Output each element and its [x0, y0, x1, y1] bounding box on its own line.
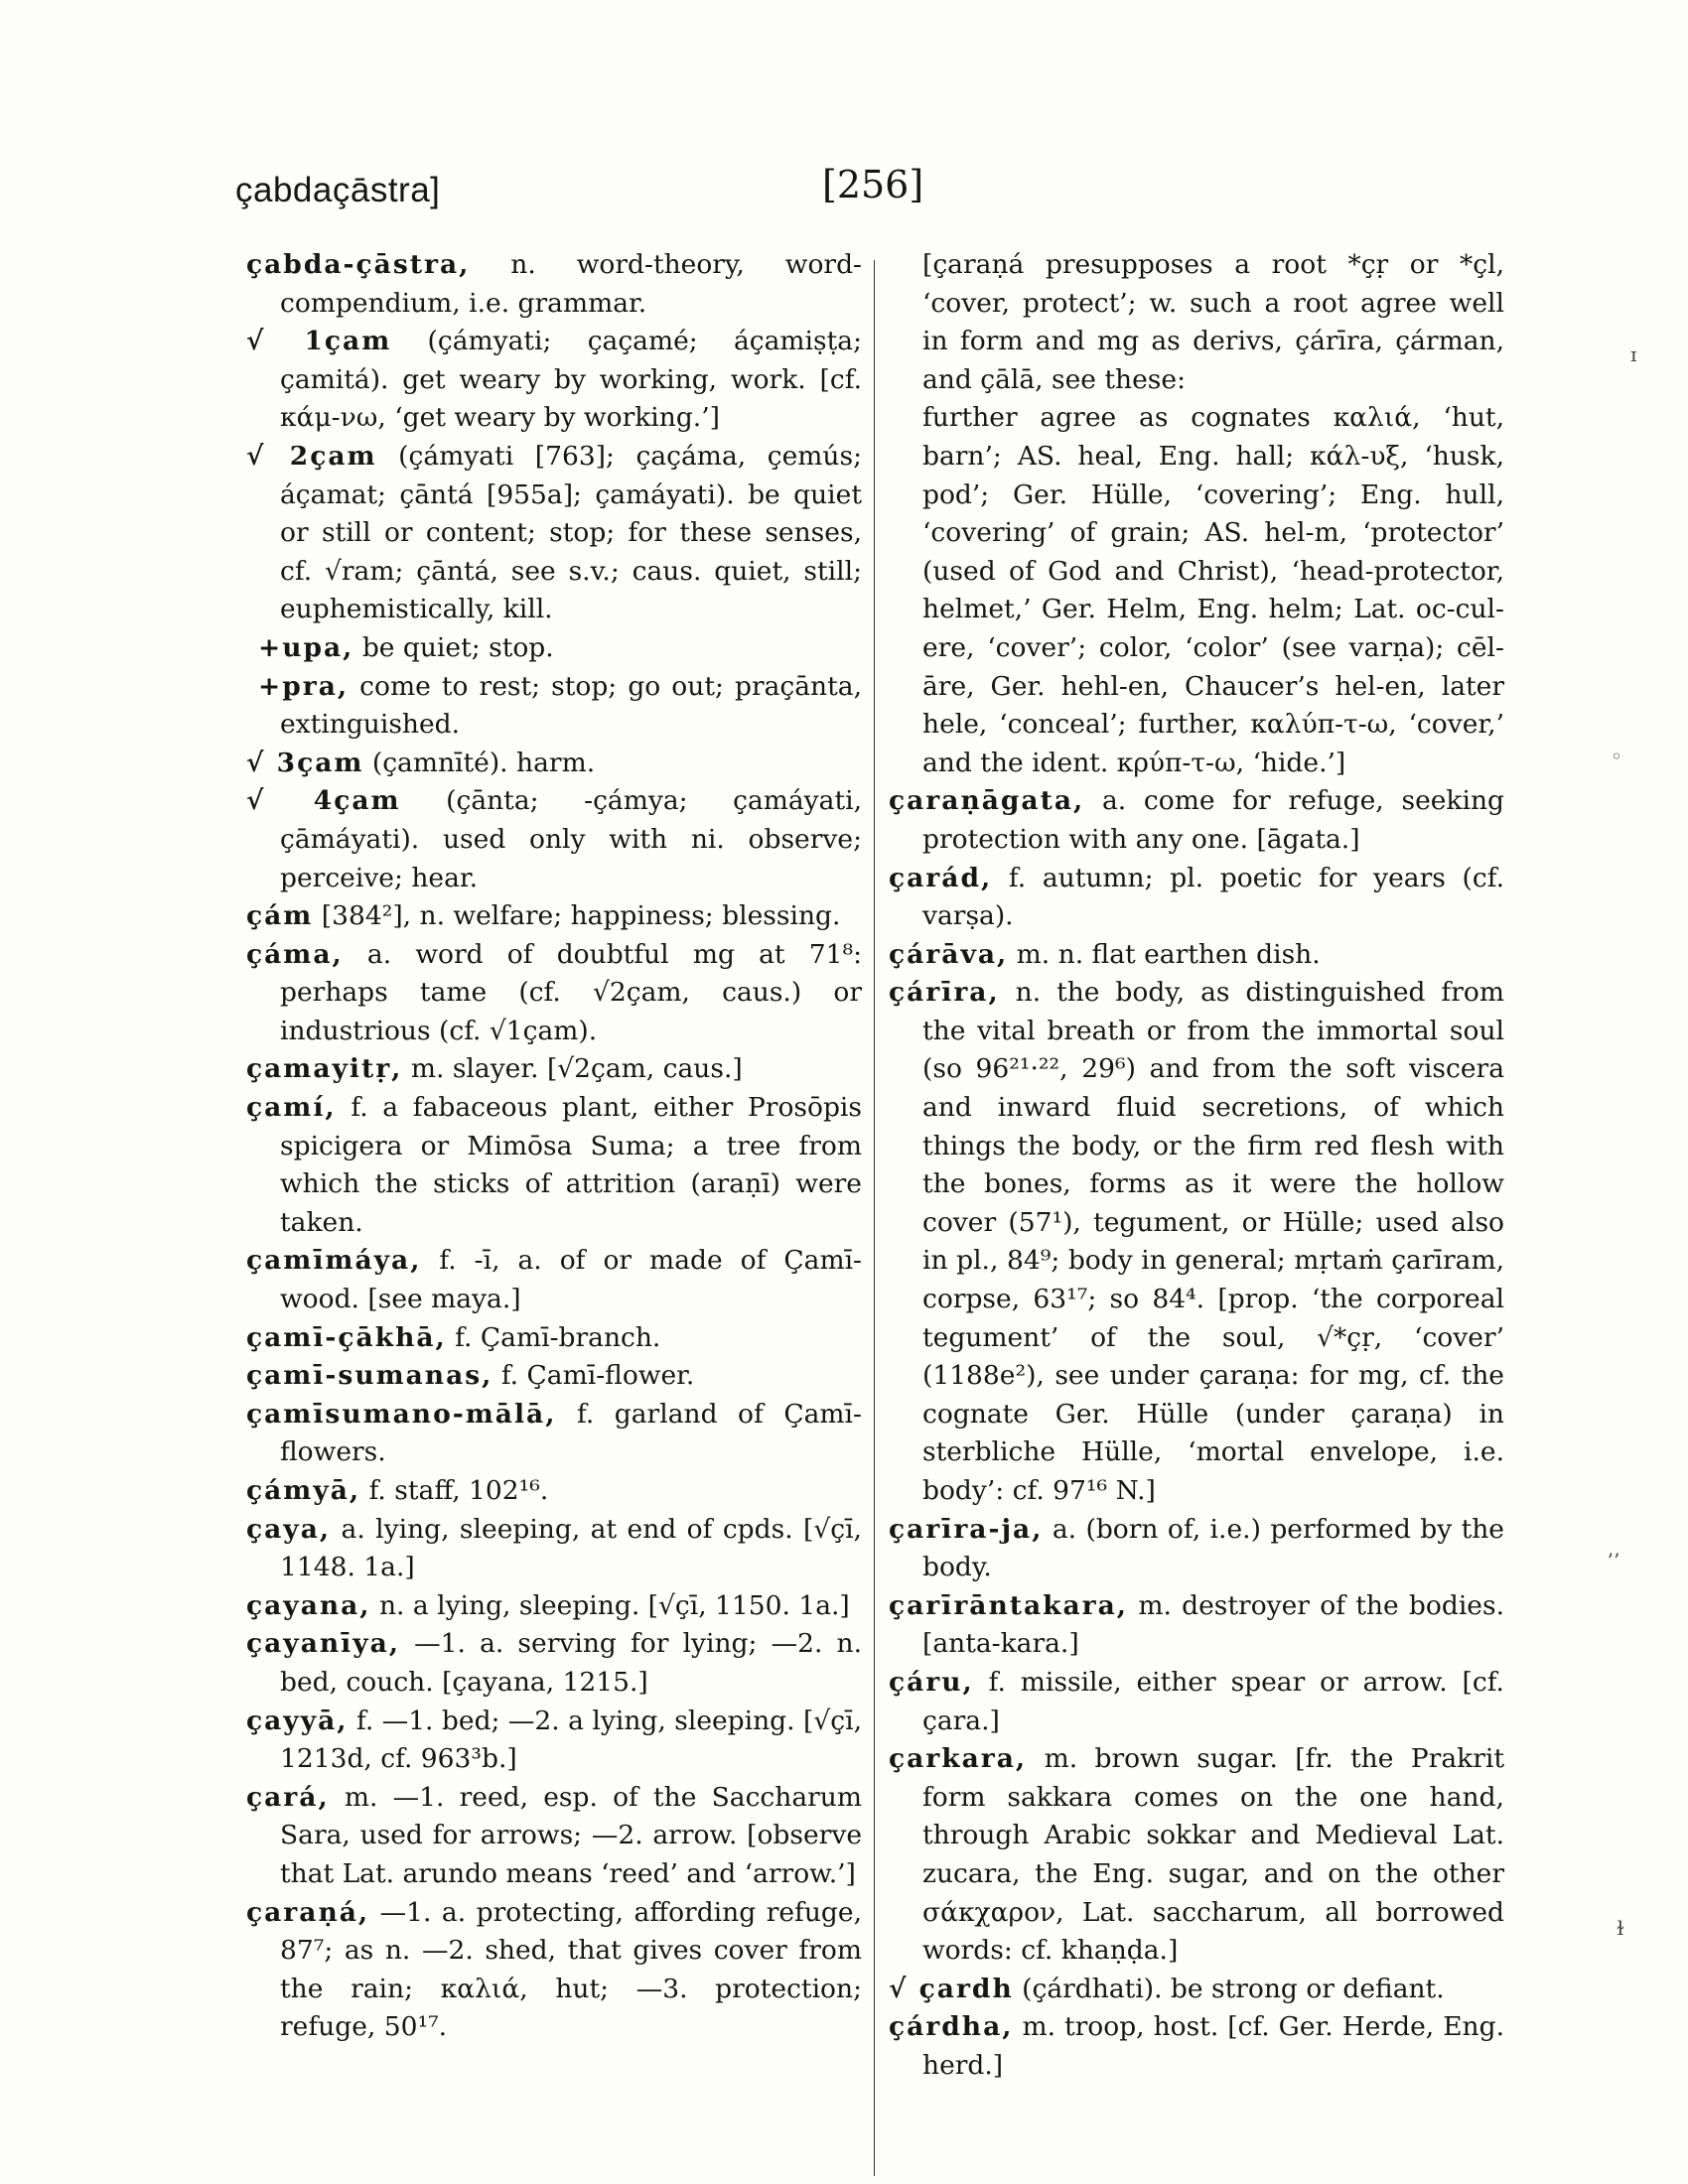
page-header [0, 159, 1688, 218]
dictionary-entry [889, 246, 1504, 399]
entry-headword: çabda-çāstra, [246, 249, 471, 280]
entry-definition: be quiet; stop. [353, 631, 554, 663]
entry-headword: çaraṇāgata, [889, 785, 1085, 817]
dictionary-entry [889, 936, 1504, 975]
dictionary-entry [889, 1664, 1504, 1740]
entry-headword: √ 3çam [246, 747, 364, 778]
entry-definition: —1. a. protecting, affording refuge, 87⁷; as n. —2. shed, that gives cover from the rain; καλιά, hut; —3. protection; refuge, 50¹⁷. [280, 1896, 862, 2043]
entry-definition: n. the body, as distinguished from the vital breath or from the immortal soul (so 96²¹·²², 29⁶) and from the soft viscera and inward fluid secretions, of which things the body, or the firm red flesh with the bones, forms as it were the hollow cover (57¹), tegument, or Hülle; used also in pl., 84⁹; body in general; mṛtaṁ çarīram, corpse, 63¹⁷; so 84⁴. [prop. ‘the corporeal tegument’ of the soul, √*çṛ, ‘cover’ (1188e²), see under çaraṇa: for mg, cf. the cognate Ger. Hülle (under çaraṇa) in sterbliche Hülle, ‘mortal envelope, i.e. body’: cf. 97¹⁶ N.] [922, 977, 1504, 1506]
entry-headword: çamayitṛ, [246, 1053, 403, 1085]
entry-definition: [çaraṇá presupposes a root *çṛ or *çl, ‘cover, protect’; w. such a root agree well in form and mg as derivs, çárīra, çárman, and çālā, see these: [922, 249, 1504, 395]
dictionary-entry [889, 1587, 1504, 1664]
entry-definition: n. a lying, sleeping. [√çī, 1150. 1a.] [370, 1589, 850, 1621]
entry-definition: m. n. flat earthen dish. [1008, 938, 1321, 970]
entry-headword: çayana, [246, 1589, 371, 1621]
entry-definition: a. (born of, i.e.) performed by the body. [922, 1513, 1504, 1583]
entry-definition: f. garland of Çamī-flowers. [280, 1398, 862, 1468]
dictionary-entry [246, 1357, 862, 1396]
entry-definition: m. —1. reed, esp. of the Saccharum Sara, used for arrows; —2. arrow. [observe that Lat. arundo means ‘reed’ and ‘arrow.’] [280, 1781, 862, 1889]
entry-headword: √ 2çam [246, 440, 377, 472]
entry-headword: çárāva, [889, 938, 1009, 970]
entry-definition: a. word of doubtful mg at 71⁸: perhaps tame (cf. √2çam, caus.) or industrious (cf. √1çam). [280, 938, 862, 1046]
dictionary-entry [246, 1050, 862, 1089]
entry-headword: çamí, [246, 1092, 337, 1124]
dictionary-entry [246, 1472, 862, 1511]
dictionary-entry [889, 974, 1504, 1510]
entry-definition: f. autumn; pl. poetic for years (cf. varṣa). [922, 862, 1504, 932]
entry-headword: çamīsumano-mālā, [246, 1398, 557, 1430]
dictionary-entry [889, 782, 1504, 859]
dictionary-entry [246, 897, 862, 936]
entry-definition: [384²], n. welfare; happiness; blessing. [313, 900, 841, 932]
entry-headword: çárdha, [889, 2011, 1014, 2043]
dictionary-entry [246, 1587, 862, 1626]
dictionary-entry [246, 1894, 862, 2047]
entry-definition: (çámyati; çaçamé; áçamiṣṭa; çamitá). get weary by working, work. [cf. κάμ-νω, ‘get weary by working.’] [280, 326, 862, 434]
entry-definition: m. troop, host. [cf. Ger. Herde, Eng. herd.] [922, 2011, 1504, 2081]
column-divider [874, 260, 875, 2176]
running-head: çabdaçāstra] [235, 171, 441, 209]
dictionary-entry [246, 668, 862, 745]
dictionary-entry [246, 1703, 862, 1779]
dictionary-entry [246, 1242, 862, 1318]
dictionary-entry [889, 399, 1504, 782]
dictionary-entry [246, 1779, 862, 1894]
entry-headword: çaraṇá, [246, 1896, 370, 1928]
entry-headword: çamī-çākhā, [246, 1321, 447, 1353]
dictionary-entry [246, 323, 862, 438]
entry-headword: çayyā, [246, 1705, 349, 1736]
entry-headword: çarád, [889, 862, 993, 893]
entry-headword: √ 1çam [246, 326, 392, 357]
dictionary-entry [889, 1740, 1504, 1971]
entry-headword: +pra, [258, 670, 350, 702]
entry-headword: çaya, [246, 1513, 332, 1545]
entry-headword: çarkara, [889, 1743, 1028, 1775]
dictionary-entry [246, 246, 862, 323]
dictionary-entry [246, 936, 862, 1051]
entry-definition: f. -ī, a. of or made of Çamī-wood. [see maya.] [280, 1245, 862, 1315]
dictionary-entry [246, 1511, 862, 1587]
entry-definition: m. slayer. [√2çam, caus.] [402, 1053, 743, 1085]
entry-headword: çámyā, [246, 1475, 361, 1506]
entry-definition: f. a fabaceous plant, either Prosōpis spicigera or Mimōsa Suma; a tree from which the sticks of attrition (araṇī) were taken. [280, 1092, 862, 1238]
dictionary-entry [246, 1396, 862, 1472]
dictionary-entry [889, 1971, 1504, 2009]
entry-definition: f. Çamī-branch. [446, 1321, 661, 1353]
entry-definition: f. staff, 102¹⁶. [360, 1475, 549, 1506]
dictionary-entry [246, 745, 862, 783]
entry-headword: +upa, [258, 631, 354, 663]
entry-definition: a. lying, sleeping, at end of cpds. [√çī, 1148. 1a.] [280, 1513, 862, 1583]
entry-definition: —1. a. serving for lying; —2. n. bed, couch. [çayana, 1215.] [280, 1628, 862, 1698]
entry-definition: further agree as cognates καλιά, ‘hut, barn’; AS. heal, Eng. hall; κάλ-υξ, ‘husk, pod’; Ger. Hülle, ‘covering’; Eng. hull, ‘covering’ of grain; AS. hel-m, ‘protector’ (used of God and Christ), ‘head-protector, helmet,’ Ger. Helm, Eng. helm; Lat. oc-cul-ere, ‘cover’; color, ‘color’ (see varṇa); cēl-āre, Ger. hehl-en, Chaucer’s hel-en, later hele, ‘conceal’; further, καλύπ-τ-ω, ‘cover,’ and the ident. κρύπ-τ-ω, ‘hide.’] [922, 402, 1504, 778]
dictionary-entry [889, 1511, 1504, 1587]
entry-headword: çarīra-ja, [889, 1513, 1044, 1545]
dictionary-entry [246, 629, 862, 668]
entry-headword: çáma, [246, 938, 344, 970]
dictionary-entry [246, 782, 862, 897]
dictionary-entry [889, 2008, 1504, 2085]
entry-headword: çarīrāntakara, [889, 1589, 1129, 1621]
right-column [889, 246, 1504, 2086]
entry-headword: çáru, [889, 1666, 974, 1698]
entry-definition: (çamnīté). harm. [363, 747, 596, 778]
entry-definition: (çámyati [763]; çaçáma, çemús; áçamat; çāntá [955a]; çamáyati). be quiet or still or content; stop; for these senses, cf. √ram; çāntá, see s.v.; caus. quiet, still; euphemistically, kill. [280, 440, 862, 625]
dictionary-entry [246, 438, 862, 629]
entry-definition: f. missile, either spear or arrow. [cf. çara.] [922, 1666, 1504, 1736]
entry-headword: çárīra, [889, 977, 1000, 1009]
left-column [246, 246, 862, 2047]
entry-definition: (çānta; -çámya; çamáyati, çāmáyati). used only with ni. observe; perceive; hear. [280, 785, 862, 893]
dictionary-entry [246, 1625, 862, 1702]
entry-headword: çamīmáya, [246, 1245, 422, 1277]
entry-definition: n. word-theory, word-compendium, i.e. grammar. [280, 249, 862, 319]
entry-definition: a. come for refuge, seeking protection with any one. [āgata.] [922, 785, 1504, 855]
dictionary-entry [246, 1319, 862, 1358]
entry-definition: come to rest; stop; go out; praçānta, extinguished. [280, 670, 862, 741]
entry-definition: m. brown sugar. [fr. the Prakrit form sakkara comes on the one hand, through Arabic sokkar and Medieval Lat. zucara, the Eng. sugar, and on the other σάκχαρον, Lat. saccharum, all borrowed words: cf. khaṇḍa.] [922, 1743, 1504, 1967]
entry-headword: √ 4çam [246, 785, 401, 817]
page-number: [256] [822, 163, 924, 206]
entry-headword: çará, [246, 1781, 330, 1813]
entry-headword: √ çardh [889, 1973, 1014, 2004]
entry-definition: (çárdhati). be strong or defiant. [1013, 1973, 1445, 2004]
entry-definition: f. Çamī-flower. [492, 1360, 695, 1392]
entry-definition: m. destroyer of the bodies. [anta-kara.] [922, 1589, 1504, 1660]
entry-headword: çayanīya, [246, 1628, 401, 1660]
dictionary-entry [889, 860, 1504, 936]
entry-headword: çamī-sumanas, [246, 1360, 493, 1392]
entry-headword: çám [246, 900, 314, 932]
dictionary-entry [246, 1089, 862, 1242]
entry-definition: f. —1. bed; —2. a lying, sleeping. [√çī, 1213d, cf. 963³b.] [280, 1705, 862, 1775]
